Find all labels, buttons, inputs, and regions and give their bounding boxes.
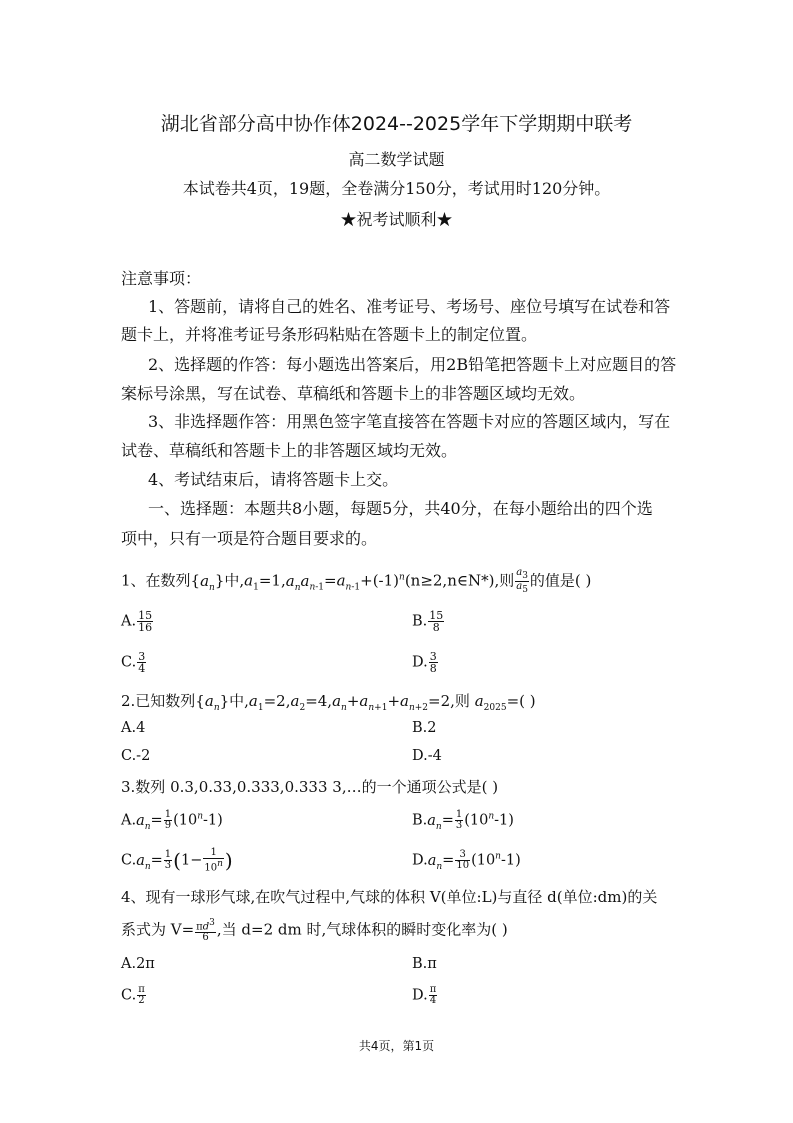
- section-1-line-1: 一、选择题：本题共8小题，每题5分，共40分，在每小题给出的四个选: [148, 499, 653, 518]
- question-1: 1、在数列$\{a_n\}$中$,a_1=1,a_na_{n-1}=a_{n-1}+(-1)^n(n\ge 2,n\in N*)$,则 $\frac{a_3}{a_5}$ 的值是( ): [121, 567, 592, 595]
- q2-option-c[interactable]: C.-2: [121, 748, 151, 764]
- q1-option-a[interactable]: A. $\frac{15}{16}$: [121, 609, 153, 634]
- note-1-line-1: 1、答题前，请将自己的姓名、准考证号、考场号、座位号填写在试卷和答: [148, 297, 671, 316]
- q2-option-a[interactable]: A.4: [121, 720, 146, 736]
- q1-option-b[interactable]: B. $\frac{15}{8}$: [412, 609, 444, 634]
- q4-option-a[interactable]: A.2π: [121, 956, 155, 972]
- notes-heading: 注意事项：: [121, 269, 202, 288]
- q3-option-b[interactable]: $B.a_n=$ $\frac{1}{3}$ (10$^n$-1): [412, 809, 514, 832]
- q4-option-d[interactable]: D. $\frac{\pi}{4}$: [412, 984, 437, 1006]
- blessing: ★祝考试顺利★: [340, 210, 453, 229]
- q3-option-d[interactable]: $D.a_n=$ $\frac{3}{10}$ (10$^n$-1): [412, 849, 521, 872]
- q3-option-a[interactable]: $A.a_n=$ $\frac{1}{9}$ (10$^n$-1): [121, 809, 223, 832]
- q4-option-c[interactable]: C. $\frac{\pi}{2}$: [121, 984, 145, 1006]
- section-1-line-2: 项中，只有一项是符合题目要求的。: [121, 529, 378, 548]
- q1-option-d[interactable]: D. $\frac{3}{8}$: [412, 650, 437, 675]
- note-2-line-2: 案标号涂黑，写在试卷、草稿纸和答题卡上的非答题区域均无效。: [121, 384, 586, 403]
- note-3-line-1: 3、非选择题作答：用黑色签字笔直接答在答题卡对应的答题区域内，写在: [148, 412, 671, 431]
- question-2: 2.已知数列$\{a_n\}$中$,a_1=2,a_2=4,a_n+a_{n+1}+a_{n+2}=2$,则 $a_{2025}=$( ): [121, 692, 536, 713]
- question-4-line-2: 系式为 V= $\frac{\pi d^3}{6}$ ,当 d=2 dm 时,气球体积的瞬时变化率为( ): [121, 918, 508, 944]
- note-1-line-2: 题卡上，并将准考证号条形码粘贴在答题卡上的制定位置。: [121, 325, 538, 344]
- q3-option-c[interactable]: $C.a_n=$ $\frac{1}{3}$ (1− $\frac{1}{10^n}$ ): [121, 847, 233, 874]
- q2-option-b[interactable]: B.2: [412, 720, 437, 736]
- q4-option-b[interactable]: B.π: [412, 956, 437, 972]
- exam-subtitle: 高二数学试题: [348, 150, 445, 169]
- note-4: 4、考试结束后，请将答题卡上交。: [148, 470, 399, 489]
- q1-option-c[interactable]: C. $\frac{3}{4}$: [121, 650, 146, 675]
- exam-title: 湖北省部分高中协作体2024--2025学年下学期期中联考: [160, 113, 633, 135]
- note-3-line-2: 试卷、草稿纸和答题卡上的非答题区域均无效。: [121, 441, 458, 460]
- question-4-line-1: 4、现有一球形气球,在吹气过程中,气球的体积 V(单位:L)与直径 d(单位:dm)的关: [121, 888, 658, 906]
- question-3: 3.数列 0.3,0.33,0.333,0.333 3,…的一个通项公式是( ): [121, 778, 499, 796]
- note-2-line-1: 2、选择题的作答：每小题选出答案后，用2B铅笔把答题卡上对应题目的答: [148, 355, 677, 374]
- q2-option-d[interactable]: D.-4: [412, 748, 442, 764]
- page-footer: 共4页，第1页: [358, 1039, 435, 1053]
- exam-info: 本试卷共4页，19题，全卷满分150分，考试用时120分钟。: [182, 179, 611, 198]
